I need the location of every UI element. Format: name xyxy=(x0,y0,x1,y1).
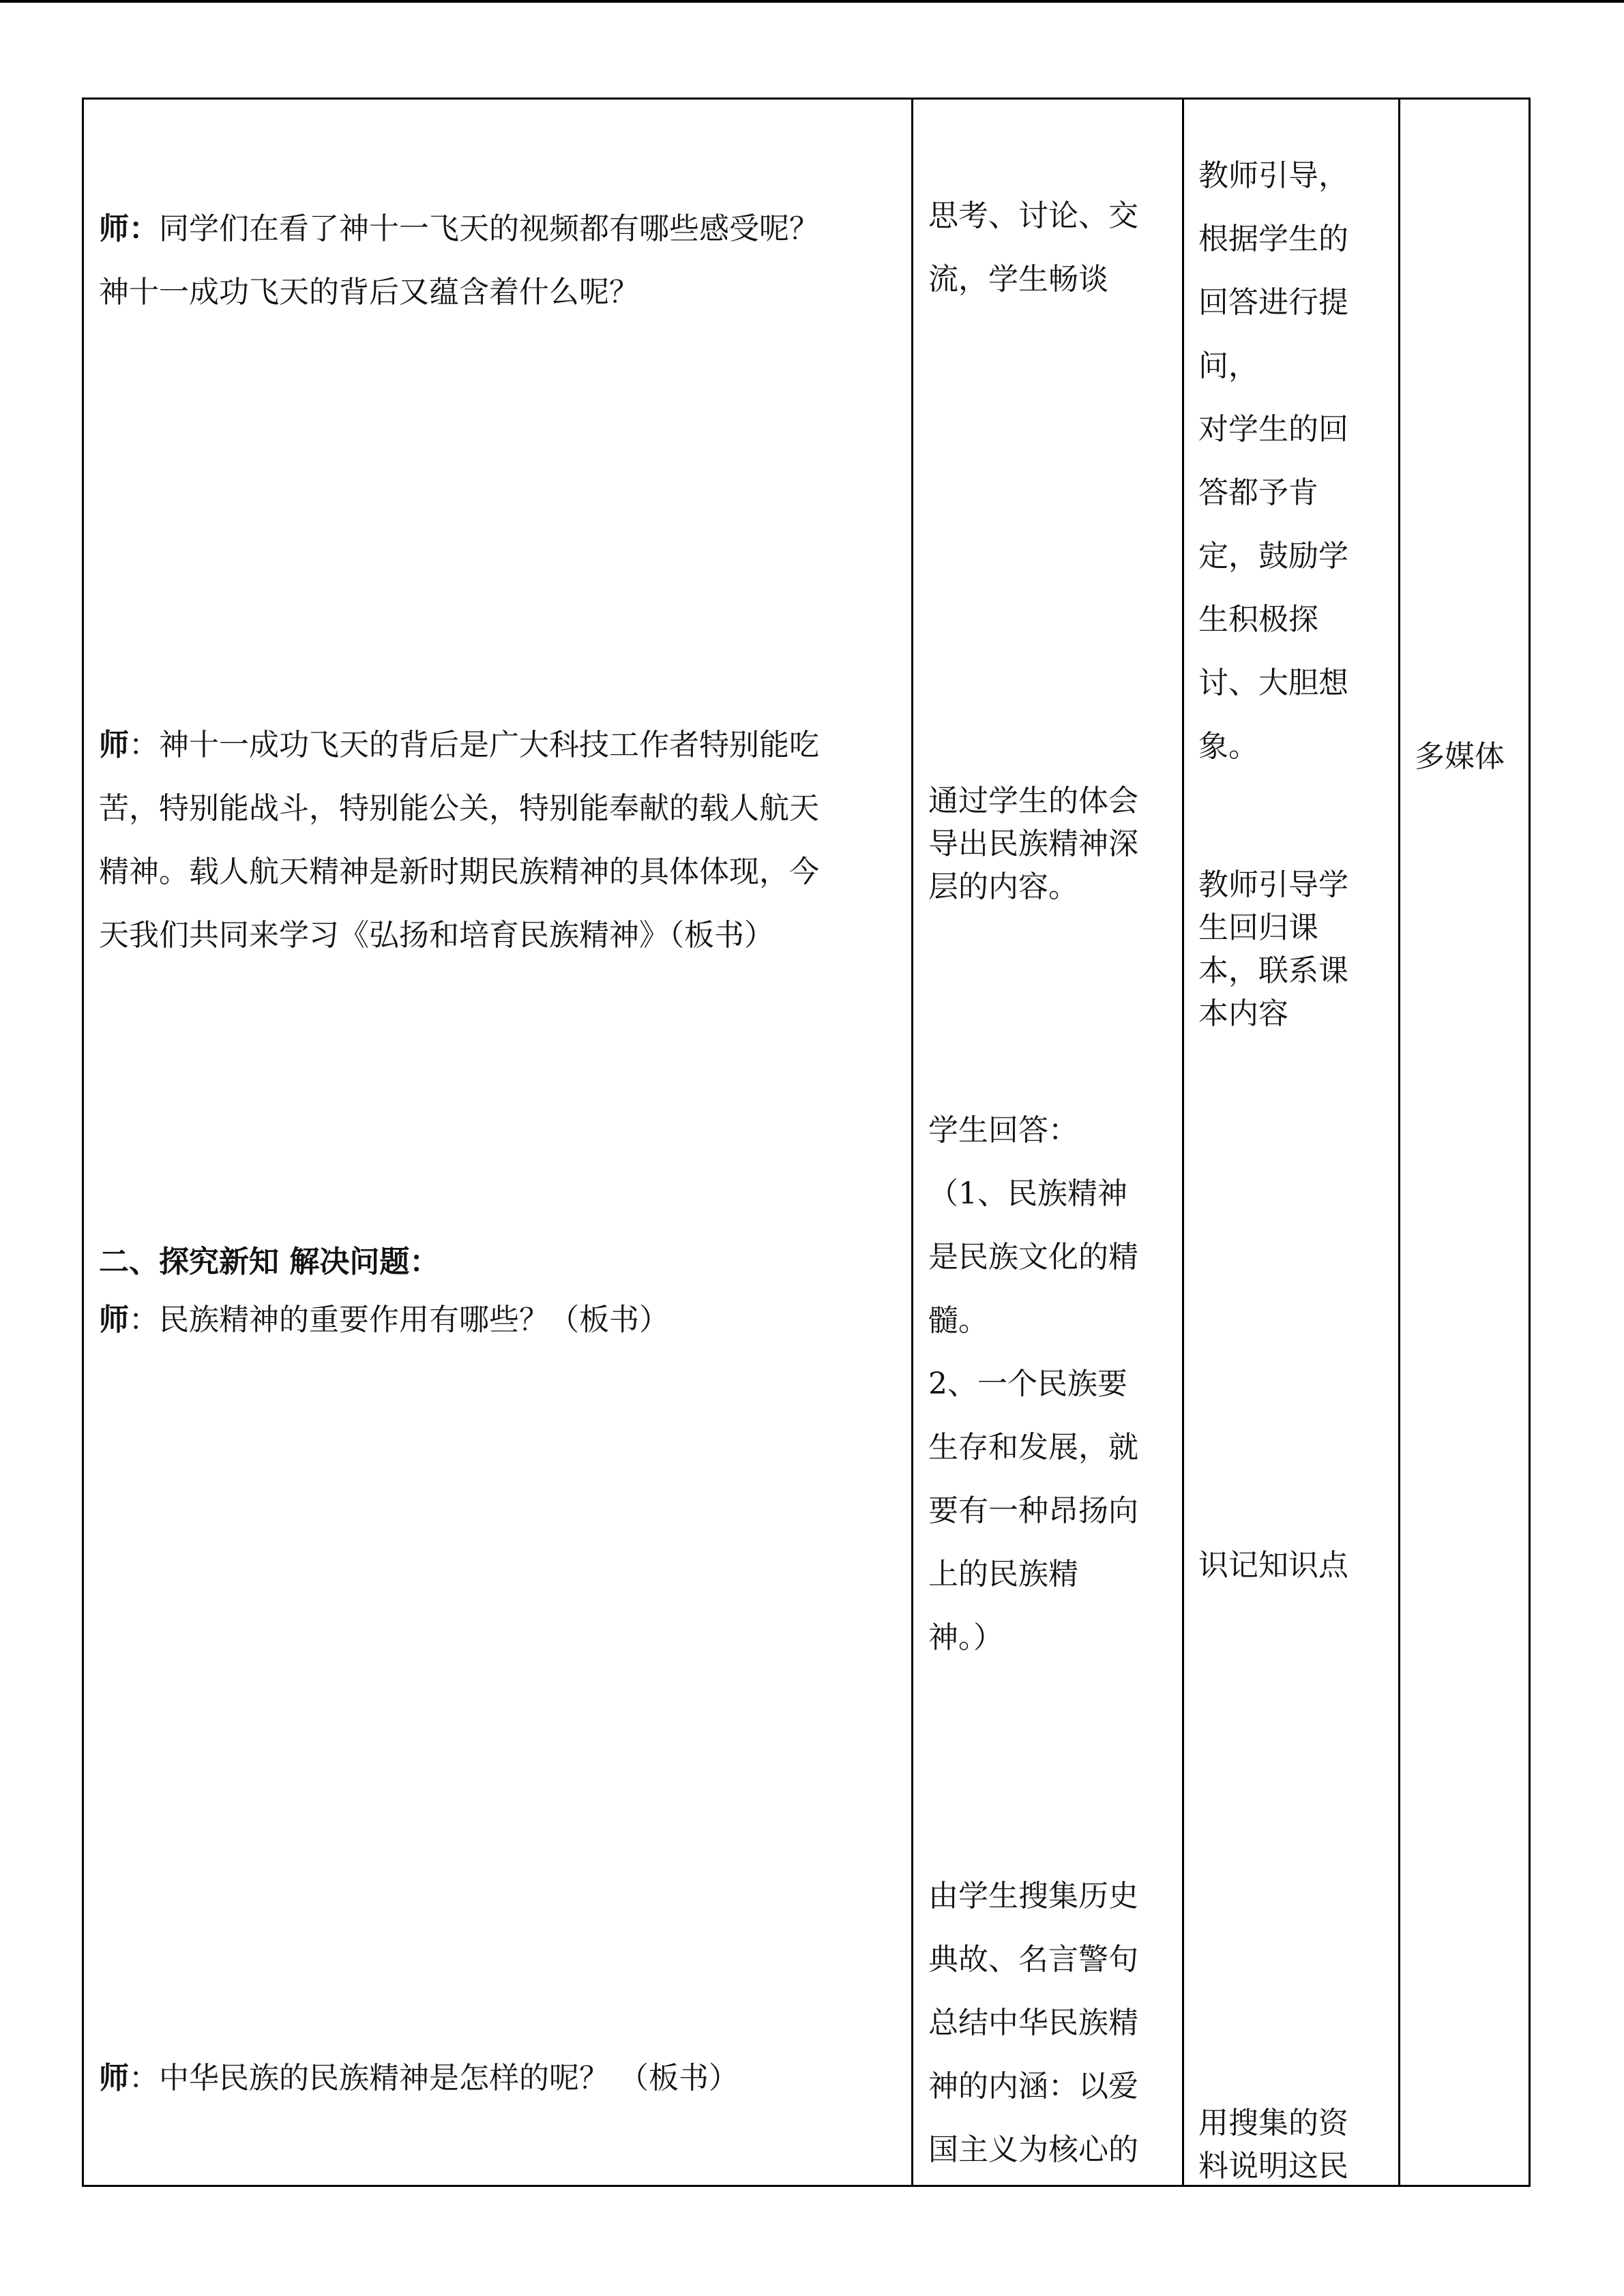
section-2-heading: 二、探究新知 解决问题： xyxy=(99,1244,440,1279)
question-text: 同学们在看了神十一飞天的视频都有哪些感受呢？ xyxy=(159,211,819,246)
lesson-plan-table xyxy=(82,98,1531,2187)
teacher-answer-line-2: 苦，特别能战斗，特别能公关，特别能奉献的载人航天 xyxy=(99,791,819,826)
teacher-question-2 xyxy=(99,1302,669,1337)
teacher-question-1-line-1 xyxy=(99,211,819,246)
teacher-question-1-line-2: 神十一成功飞天的背后又蕴含着什么呢？ xyxy=(99,275,639,310)
speaker-label: 师 xyxy=(99,2061,129,2096)
answer-text: ：神十一成功飞天的背后是广大科技工作者特别能吃 xyxy=(129,728,819,762)
design-intent-a-line-4: 问， xyxy=(1198,348,1258,383)
student-activity-c-line-7: 要有一种昂扬向 xyxy=(928,1493,1138,1528)
student-activity-c-line-9: 神。） xyxy=(928,1620,1003,1655)
column-divider-1 xyxy=(911,100,913,2185)
student-activity-c-line-3: 是民族文化的精 xyxy=(928,1240,1138,1274)
teacher-answer-line-4: 天我们共同来学习《弘扬和培育民族精神》（板书） xyxy=(99,918,774,953)
design-intent-a-line-7: 定，鼓励学 xyxy=(1198,539,1348,573)
design-intent-a-line-10: 象。 xyxy=(1198,729,1258,764)
design-intent-c-line-1: 识记知识点 xyxy=(1198,1548,1348,1583)
student-activity-c-line-6: 生存和发展，就 xyxy=(928,1430,1138,1465)
design-intent-d-line-1: 用搜集的资 xyxy=(1198,2106,1348,2141)
design-intent-a-line-5: 对学生的回 xyxy=(1198,412,1348,447)
design-intent-a-line-2: 根据学生的 xyxy=(1198,222,1348,256)
student-activity-c-line-1: 学生回答： xyxy=(928,1113,1078,1148)
speaker-label: 师 xyxy=(99,1302,129,1337)
design-intent-a-line-6: 答都予肯 xyxy=(1198,475,1318,510)
student-activity-d-line-2: 典故、名言警句 xyxy=(928,1942,1138,1977)
design-intent-a-line-1: 教师引导， xyxy=(1198,158,1348,193)
teacher-answer-line-3: 精神。载人航天精神是新时期民族精神的具体体现，今 xyxy=(99,854,819,889)
student-activity-a-line-2: 流，学生畅谈 xyxy=(928,262,1108,297)
student-activity-a-line-1: 思考、讨论、交 xyxy=(928,198,1138,233)
teacher-answer-line-1 xyxy=(99,730,819,760)
student-activity-b-line-1: 通过学生的体会 xyxy=(928,784,1138,818)
design-intent-a-line-3: 回答进行提 xyxy=(1198,285,1348,320)
student-activity-d-line-1: 由学生搜集历史 xyxy=(928,1879,1138,1913)
speaker-label: 师 xyxy=(99,728,129,762)
question-text: ：民族精神的重要作用有哪些？（板书） xyxy=(129,1302,669,1337)
student-activity-c-line-5: 2、一个民族要 xyxy=(928,1367,1127,1401)
student-activity-d-line-3: 总结中华民族精 xyxy=(928,2006,1138,2040)
design-intent-a-line-9: 讨、大胆想 xyxy=(1198,666,1348,700)
student-activity-c-line-4: 髓。 xyxy=(928,1303,988,1338)
student-activity-c-line-2: （1、民族精神 xyxy=(928,1176,1127,1211)
question-text: ：中华民族的民族精神是怎样的呢？ （板书） xyxy=(129,2061,739,2096)
design-intent-b-line-1: 教师引导学 xyxy=(1198,867,1348,902)
column-divider-2 xyxy=(1182,100,1184,2185)
design-intent-b-line-3: 本，联系课 xyxy=(1198,953,1348,988)
student-activity-d-line-5: 国主义为核心的 xyxy=(928,2132,1138,2167)
design-intent-d-line-2: 料说明这民 xyxy=(1198,2149,1348,2183)
page-top-border xyxy=(0,0,1624,3)
design-intent-b-line-2: 生回归课 xyxy=(1198,910,1318,945)
design-intent-b-line-4: 本内容 xyxy=(1198,996,1288,1031)
media-label: 多媒体 xyxy=(1415,739,1505,774)
column-divider-3 xyxy=(1398,100,1400,2185)
design-intent-a-line-8: 生积极探 xyxy=(1198,602,1318,637)
teacher-question-3 xyxy=(99,2061,739,2096)
speaker-label: 师： xyxy=(99,211,159,246)
student-activity-b-line-2: 导出民族精神深 xyxy=(928,826,1138,861)
student-activity-c-line-8: 上的民族精 xyxy=(928,1557,1078,1592)
student-activity-d-line-4: 神的内涵：以爱 xyxy=(928,2069,1138,2104)
student-activity-b-line-3: 层的内容。 xyxy=(928,869,1078,904)
